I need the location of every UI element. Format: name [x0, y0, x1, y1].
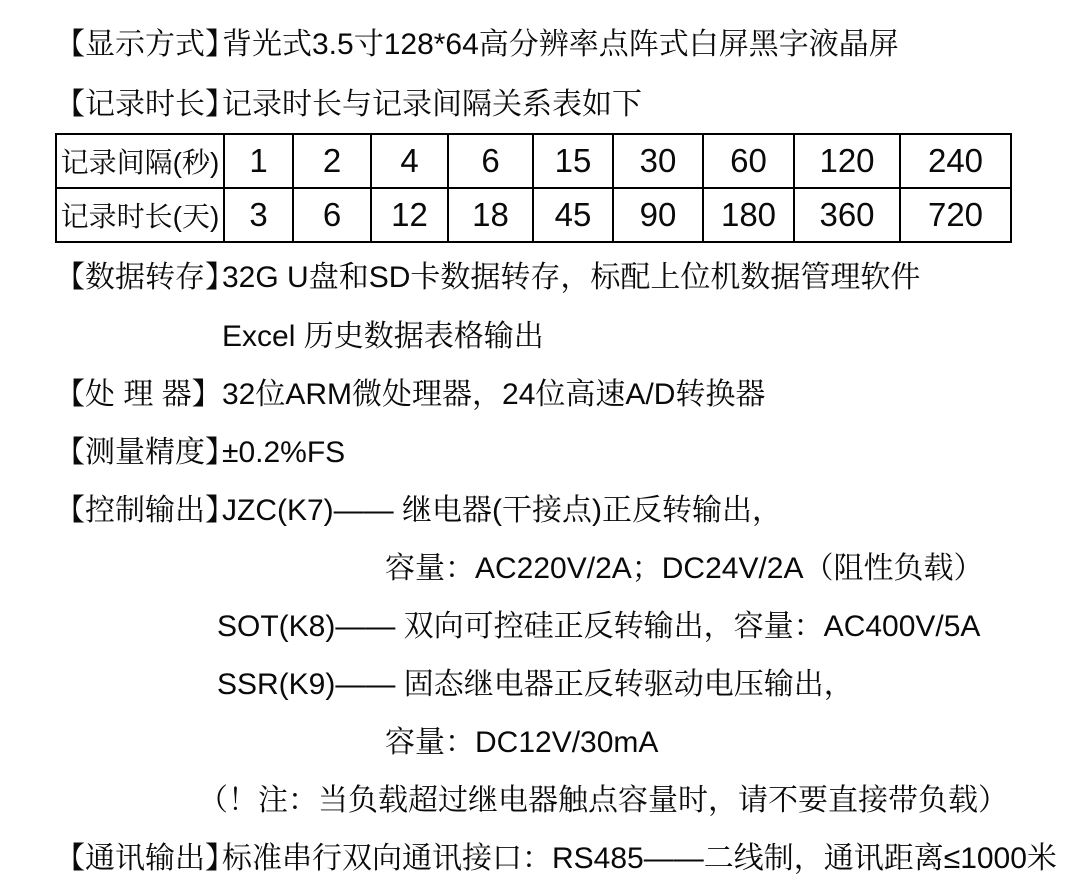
- table-cell: 2: [293, 134, 371, 188]
- table-cell: 15: [533, 134, 613, 188]
- spec-value-control-jzc: JZC(K7)—— 继电器(干接点)正反转输出，: [222, 494, 782, 527]
- table-cell: 6: [448, 134, 533, 188]
- spec-label-data-transfer: 【数据转存】: [55, 261, 235, 294]
- spec-value-control-sot: SOT(K8)—— 双向可控硅正反转输出，容量：AC400V/5A: [217, 610, 981, 643]
- table-row-duration: [56, 188, 1011, 242]
- table-cell: 3: [224, 188, 293, 242]
- table-cell: 60: [703, 134, 794, 188]
- table-cell: 6: [293, 188, 371, 242]
- spec-value-display: 背光式3.5寸128*64高分辨率点阵式白屏黑字液晶屏: [222, 28, 899, 61]
- spec-row-display: [55, 24, 899, 66]
- spec-control-note: （！注：当负载超过继电器触点容量时，请不要直接带负载）: [198, 784, 1008, 817]
- spec-value-ssr-capacity: 容量：DC12V/30mA: [385, 726, 659, 759]
- table-row-header: 记录时长(天): [56, 188, 224, 242]
- spec-row-record: [55, 84, 642, 126]
- table-cell: 18: [448, 188, 533, 242]
- spec-value-jzc-capacity: 容量：AC220V/2A；DC24V/2A（阻性负载）: [385, 552, 984, 585]
- table-cell: 180: [703, 188, 794, 242]
- spec-row-control-output: [55, 490, 782, 532]
- table-cell: 90: [613, 188, 703, 242]
- spec-value-processor: 32位ARM微处理器，24位高速A/D转换器: [222, 378, 766, 411]
- spec-row-accuracy: [55, 432, 345, 474]
- table-cell: 4: [371, 134, 448, 188]
- table-cell: 720: [900, 188, 1011, 242]
- table-row-header: 记录间隔(秒): [56, 134, 224, 188]
- spec-value-data-transfer: 32G U盘和SD卡数据转存，标配上位机数据管理软件: [222, 261, 921, 294]
- spec-row-processor: [55, 374, 765, 416]
- spec-label-control-output: 【控制输出】: [55, 494, 235, 527]
- table-cell: 30: [613, 134, 703, 188]
- spec-label-accuracy: 【测量精度】: [55, 436, 235, 469]
- spec-value-communication: 标准串行双向通讯接口：RS485——二线制，通讯距离≤1000米: [222, 842, 1057, 875]
- table-cell: 240: [900, 134, 1011, 188]
- spec-value-record: 记录时长与记录间隔关系表如下: [222, 88, 642, 121]
- table-cell: 45: [533, 188, 613, 242]
- spec-value-data-transfer-cont: Excel 历史数据表格输出: [222, 320, 544, 353]
- spec-value-control-ssr: SSR(K9)—— 固态继电器正反转驱动电压输出，: [217, 668, 854, 701]
- table-cell: 12: [371, 188, 448, 242]
- spec-row-data-transfer: [55, 257, 920, 299]
- spec-row-communication: [55, 838, 1057, 880]
- table-cell: 1: [224, 134, 293, 188]
- spec-label-record: 【记录时长】: [55, 88, 235, 121]
- record-interval-table: [55, 133, 1012, 243]
- spec-label-display: 【显示方式】: [55, 28, 235, 61]
- spec-label-communication: 【通讯输出】: [55, 842, 235, 875]
- spec-value-accuracy: ±0.2%FS: [222, 436, 346, 469]
- table-cell: 120: [794, 134, 900, 188]
- table-cell: 360: [794, 188, 900, 242]
- table-row-interval: [56, 134, 1011, 188]
- spec-label-processor: 【处 理 器】: [55, 378, 222, 411]
